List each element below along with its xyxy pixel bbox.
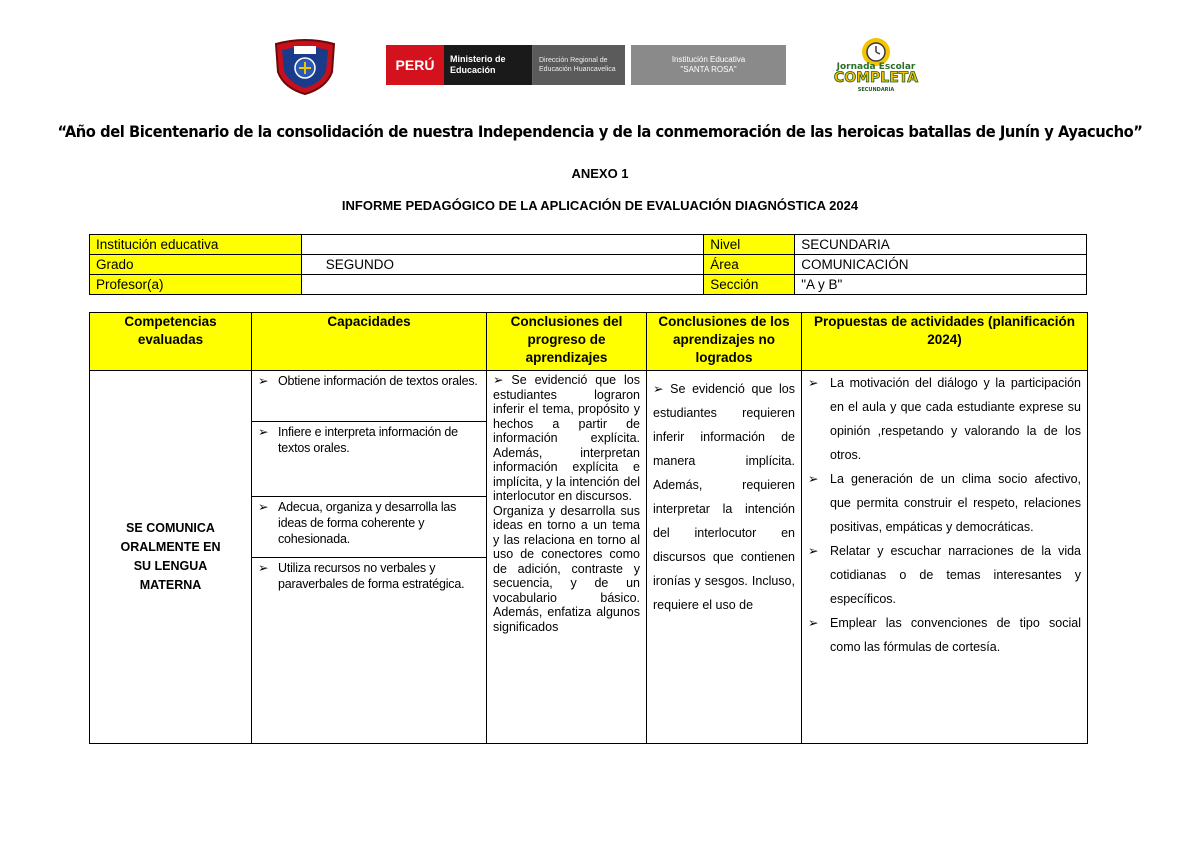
info-row-institution [90, 235, 1087, 255]
bullet-arrow-icon: ➢ [808, 616, 819, 630]
capacity-text: Infiere e interpreta información de textos orales. [278, 425, 458, 455]
proposal-text: La motivación del diálogo y la participación en el aula y que cada estudiante exprese su opinión ,respetando y valorando la de los otros. [830, 376, 1081, 462]
report-title: INFORME PEDAGÓGICO DE LA APLICACIÓN DE EVALUACIÓN DIAGNÓSTICA 2024 [341, 198, 859, 213]
grade-label: Grado [90, 255, 302, 275]
minedu-banner-logo [386, 45, 786, 85]
institution-line2: "SANTA ROSA" [680, 65, 737, 74]
level-value[interactable]: SECUNDARIA [795, 235, 1087, 255]
direction-label: Dirección Regional de Educación Huancavelica [533, 45, 625, 85]
teacher-label: Profesor(a) [90, 275, 302, 295]
bullet-arrow-icon: ➢ [258, 374, 269, 388]
info-row-teacher [90, 275, 1087, 295]
info-table [89, 234, 1087, 295]
capacity-item [252, 371, 486, 422]
bullet-arrow-icon: ➢ [808, 544, 819, 558]
evaluation-header-row [90, 313, 1088, 371]
evaluation-table [89, 312, 1088, 744]
grade-value[interactable]: SEGUNDO [301, 255, 704, 275]
capacity-item [252, 558, 486, 608]
competency-text: SE COMUNICA ORALMENTE EN SU LENGUA MATERNA [120, 521, 221, 592]
bullet-arrow-icon: ➢ [258, 500, 269, 514]
info-row-grade [90, 255, 1087, 275]
annex-title: ANEXO 1 [571, 166, 629, 181]
jec-line3: SECUNDARIA [857, 87, 895, 93]
competency-cell [90, 371, 252, 744]
bullet-arrow-icon: ➢ [808, 376, 819, 390]
institution-line1: Institución Educativa [671, 55, 746, 64]
proposal-text: La generación de un clima socio afectivo, que permita construir el respeto, relaciones positivas, empáticas y democráticas. [830, 472, 1081, 534]
capacity-text: Utiliza recursos no verbales y paraverbales de forma estratégica. [278, 561, 465, 591]
proposal-item [808, 371, 1081, 467]
proposal-text: Emplear las convenciones de tipo social como las fórmulas de cortesía. [830, 616, 1081, 654]
header-capacities: Capacidades [252, 313, 487, 371]
progress-paragraph-1 [493, 373, 640, 504]
proposal-item [808, 539, 1081, 611]
school-shield-logo [270, 38, 340, 96]
jec-logo [828, 34, 924, 94]
progress-text-2: Organiza y desarrolla sus ideas en torno a un tema y las relaciona en torno al uso de conectores como de adición, contraste y secuencia, y de un vocabulario básico. Además, enfatiza algunos significados [493, 503, 640, 634]
bullet-arrow-icon: ➢ [808, 472, 819, 486]
evaluation-row [90, 371, 1088, 744]
header-competencies: Competencias evaluadas [90, 313, 252, 371]
capacity-text: Obtiene información de textos orales. [278, 374, 478, 388]
not-achieved-text: Se evidenció que los estudiantes requieren inferir información de manera implícita. Además, requieren interpretar la intención del interlocutor en discursos que contienen ironías y sesgos. Incluso, requiere el uso de [653, 382, 796, 612]
year-motto: “Año del Bicentenario de la consolidación de nuestra Independencia y de la conmemoración de las heroicas batallas de Junín y Ayacucho” [57, 122, 1143, 141]
section-value[interactable]: "A y B" [795, 275, 1087, 295]
proposals-cell [802, 371, 1088, 744]
area-label: Área [704, 255, 795, 275]
proposal-item [808, 611, 1081, 659]
jec-line1: Jornada Escolar [836, 62, 916, 72]
progress-text-1: Se evidenció que los estudiantes lograron inferir el tema, propósito y hechos a partir de información explícita. Además, interpretan información explícita e implícita, y la intención del interlocutor en discursos. [493, 373, 641, 503]
institution-banner [625, 45, 786, 85]
header-progress: Conclusiones del progreso de aprendizajes [487, 313, 647, 371]
section-label: Sección [704, 275, 795, 295]
peru-label: PERÚ [386, 45, 444, 85]
bullet-arrow-icon: ➢ [258, 425, 269, 439]
capacities-cell [252, 371, 487, 744]
level-label: Nivel [704, 235, 795, 255]
progress-cell [487, 371, 647, 744]
bullet-arrow-icon: ➢ [493, 373, 504, 387]
jec-line2: COMPLETA [833, 70, 919, 86]
institution-label: Institución educativa [90, 235, 302, 255]
capacity-item [252, 497, 486, 558]
header-proposals: Propuestas de actividades (planificación 2024) [802, 313, 1088, 371]
ministry-label: Ministerio de Educación [444, 45, 533, 85]
proposal-text: Relatar y escuchar narraciones de la vida cotidianas o de temas interesantes y específicos. [830, 544, 1081, 606]
teacher-value[interactable] [301, 275, 704, 295]
not-achieved-cell [647, 371, 802, 744]
header-not-achieved: Conclusiones de los aprendizajes no logrados [647, 313, 802, 371]
proposal-item [808, 467, 1081, 539]
bullet-arrow-icon: ➢ [258, 561, 269, 575]
capacity-text: Adecua, organiza y desarrolla las ideas de forma coherente y cohesionada. [278, 500, 457, 546]
area-value[interactable]: COMUNICACIÓN [795, 255, 1087, 275]
capacity-item [252, 422, 486, 497]
bullet-arrow-icon: ➢ [653, 382, 664, 396]
institution-value[interactable] [301, 235, 704, 255]
